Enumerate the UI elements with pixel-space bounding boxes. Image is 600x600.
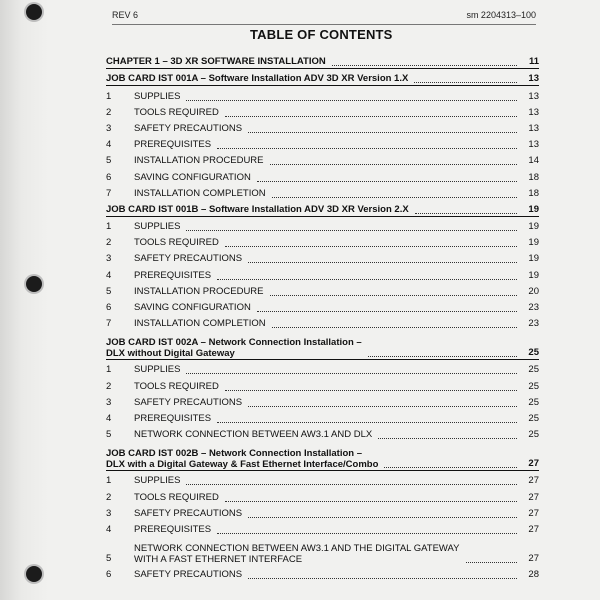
toc-entry-number: 7 <box>106 318 112 330</box>
toc-entry-title: PREREQUISITES <box>134 139 212 151</box>
toc-page-number: 13 <box>528 73 539 85</box>
leader-dots <box>186 373 517 374</box>
toc-entry <box>106 441 539 471</box>
binder-margin <box>0 0 48 600</box>
leader-dots <box>270 164 517 165</box>
toc-entry <box>106 298 539 314</box>
toc-page-number: 28 <box>528 569 539 581</box>
toc-page-number: 19 <box>528 237 539 249</box>
toc-entry <box>106 217 539 233</box>
leader-dots <box>257 181 517 182</box>
leader-dots <box>248 406 517 407</box>
toc-entry-title: PREREQUISITES <box>134 523 212 535</box>
toc-entry-number: 5 <box>106 429 112 441</box>
leader-dots <box>225 116 517 117</box>
toc-entry-title: SUPPLIES <box>134 364 181 376</box>
toc-entry <box>106 52 539 69</box>
toc-page-number: 23 <box>528 302 539 313</box>
chapter-title: CHAPTER 1 – 3D XR SOFTWARE INSTALLATION <box>106 56 326 68</box>
toc-entry <box>106 536 539 565</box>
leader-dots <box>270 295 517 296</box>
toc-page-number: 25 <box>528 380 539 392</box>
leader-dots <box>248 578 517 579</box>
page-header <box>112 6 536 25</box>
toc-entry <box>106 565 539 581</box>
toc-entry-title: SAFETY PRECAUTIONS <box>134 253 243 265</box>
leader-dots <box>217 422 517 423</box>
leader-dots <box>186 484 517 485</box>
binder-hole-icon <box>26 4 42 20</box>
toc-entry <box>106 425 539 441</box>
toc-page-number: 14 <box>528 155 539 167</box>
toc-entry <box>106 69 539 86</box>
leader-dots <box>272 327 517 328</box>
toc-entry-number: 1 <box>106 90 112 102</box>
toc-page-number: 25 <box>528 347 539 359</box>
leader-dots <box>414 82 517 83</box>
toc-page-number: 27 <box>528 523 539 535</box>
toc-entry <box>106 103 539 119</box>
toc-entry <box>106 86 539 102</box>
toc-page-number: 25 <box>528 364 539 376</box>
toc-page-number: 27 <box>528 507 539 519</box>
toc-entry-number: 3 <box>106 122 112 134</box>
toc-page-number: 19 <box>528 253 539 265</box>
toc-entry-number: 1 <box>106 364 112 376</box>
toc-entry-number: 1 <box>106 221 112 233</box>
toc-entry <box>106 119 539 135</box>
toc-entry-number: 5 <box>106 552 112 564</box>
toc-page-number: 27 <box>528 552 539 564</box>
toc-page-number: 20 <box>528 285 539 297</box>
toc-entry-number: 2 <box>106 237 112 249</box>
toc-entry <box>106 409 539 425</box>
toc-entry-line: NETWORK CONNECTION BETWEEN AW3.1 AND THE DIGITAL GATEWAY <box>134 542 460 554</box>
binder-hole-icon <box>26 566 42 582</box>
toc-entry-title: PREREQUISITES <box>134 412 212 424</box>
leader-dots <box>186 230 517 231</box>
toc-entry <box>106 330 539 360</box>
toc-page-number: 23 <box>528 318 539 330</box>
toc-entry-title: INSTALLATION PROCEDURE <box>134 285 264 297</box>
toc-page-number: 25 <box>528 429 539 441</box>
toc-page-number: 25 <box>528 412 539 424</box>
toc-entry-number: 6 <box>106 171 112 183</box>
leader-dots <box>257 311 517 312</box>
toc-entry-title: SAFETY PRECAUTIONS <box>134 122 243 134</box>
toc-entry <box>106 376 539 392</box>
leader-dots <box>186 100 517 101</box>
toc-entry-number: 1 <box>106 475 112 487</box>
toc-entry-number: 2 <box>106 380 112 392</box>
toc-entry-number: 4 <box>106 269 112 281</box>
toc-entry-title: TOOLS REQUIRED <box>134 106 219 118</box>
binder-hole-icon <box>26 276 42 292</box>
leader-dots <box>217 148 517 149</box>
toc-page-number: 27 <box>528 475 539 487</box>
toc-entry-number: 4 <box>106 139 112 151</box>
toc-entry-number: 4 <box>106 523 112 535</box>
toc-page-number: 18 <box>528 171 539 183</box>
toc-entry <box>106 520 539 536</box>
toc-entry-title: NETWORK CONNECTION BETWEEN AW3.1 AND DLX <box>134 429 373 441</box>
toc-entry-number: 4 <box>106 412 112 424</box>
leader-dots <box>384 467 517 468</box>
toc-entry-line: WITH A FAST ETHERNET INTERFACE <box>134 553 303 565</box>
toc-page-number: 25 <box>528 396 539 408</box>
job-card-title: JOB CARD IST 001B – Software Installation ADV 3D XR Version 2.X <box>106 203 409 215</box>
toc-entry-number: 5 <box>106 155 112 167</box>
leader-dots <box>415 213 517 214</box>
toc-page-number: 27 <box>528 458 539 470</box>
job-card-title <box>106 448 378 470</box>
toc-page-number: 19 <box>528 269 539 281</box>
toc-entry-title: TOOLS REQUIRED <box>134 237 219 249</box>
toc-entry-title: PREREQUISITES <box>134 269 212 281</box>
toc-entry <box>106 282 539 298</box>
toc-entry-title: SAFETY PRECAUTIONS <box>134 396 243 408</box>
toc-entry <box>106 135 539 151</box>
toc-entry-line: DLX without Digital Gateway <box>106 348 235 360</box>
leader-dots <box>248 262 517 263</box>
toc-entry-title: SAVING CONFIGURATION <box>134 171 251 183</box>
toc-entry-number: 3 <box>106 396 112 408</box>
toc-entry-number: 2 <box>106 491 112 503</box>
toc-entry-number: 3 <box>106 507 112 519</box>
toc-entry-title: INSTALLATION COMPLETION <box>134 187 266 199</box>
toc-entry-title: INSTALLATION PROCEDURE <box>134 155 264 167</box>
toc-entry <box>106 314 539 330</box>
toc-entry-title: SUPPLIES <box>134 475 181 487</box>
toc-page-number: 13 <box>528 122 539 134</box>
toc-page-number: 11 <box>528 56 539 68</box>
leader-dots <box>248 132 517 133</box>
toc-entry <box>106 249 539 265</box>
toc-entry-number: 6 <box>106 302 112 313</box>
toc-entry <box>106 360 539 376</box>
job-card-title <box>106 337 362 359</box>
toc-entry <box>106 504 539 520</box>
toc-entry-title: SAFETY PRECAUTIONS <box>134 507 243 519</box>
leader-dots <box>225 390 517 391</box>
toc-entry-title: TOOLS REQUIRED <box>134 380 219 392</box>
document-number: sm 2204313–100 <box>466 10 536 20</box>
leader-dots <box>332 65 517 66</box>
toc-entry-number: 5 <box>106 285 112 297</box>
leader-dots <box>225 246 517 247</box>
toc-page-number: 18 <box>528 187 539 199</box>
toc-page-number: 19 <box>528 221 539 233</box>
toc-page-number: 19 <box>528 203 539 215</box>
toc-entry <box>106 393 539 409</box>
toc-entry-title: SUPPLIES <box>134 90 181 102</box>
leader-dots <box>217 533 517 534</box>
toc-entry-number: 2 <box>106 106 112 118</box>
leader-dots <box>248 517 517 518</box>
toc-entry-title: SAVING CONFIGURATION <box>134 302 251 313</box>
toc-entry <box>106 471 539 487</box>
toc-page-number: 13 <box>528 90 539 102</box>
toc-page-number: 13 <box>528 139 539 151</box>
toc-entry <box>106 167 539 183</box>
toc-entry-title: INSTALLATION COMPLETION <box>134 318 266 330</box>
toc-entry-title: SAFETY PRECAUTIONS <box>134 569 243 581</box>
toc-entry-title: TOOLS REQUIRED <box>134 491 219 503</box>
table-of-contents <box>106 52 539 581</box>
toc-entry-number: 7 <box>106 187 112 199</box>
toc-page-number: 13 <box>528 106 539 118</box>
toc-entry-line: JOB CARD IST 002B – Network Connection Installation – <box>106 448 363 460</box>
leader-dots <box>225 501 517 502</box>
job-card-title: JOB CARD IST 001A – Software Installation ADV 3D XR Version 1.X <box>106 73 409 85</box>
toc-entry-line: JOB CARD IST 002A – Network Connection Installation – <box>106 337 362 349</box>
leader-dots <box>466 562 518 563</box>
toc-entry-number: 3 <box>106 253 112 265</box>
toc-entry <box>106 487 539 503</box>
toc-entry-title: SUPPLIES <box>134 221 181 233</box>
leader-dots <box>272 197 517 198</box>
leader-dots <box>368 356 517 357</box>
toc-entry <box>106 265 539 281</box>
leader-dots <box>217 279 517 280</box>
toc-entry <box>106 184 539 200</box>
toc-entry <box>106 233 539 249</box>
toc-page-number: 27 <box>528 491 539 503</box>
toc-entry-title <box>134 543 460 565</box>
toc-entry <box>106 200 539 217</box>
toc-entry-number: 6 <box>106 569 112 581</box>
toc-entry-line: DLX with a Digital Gateway & Fast Ethernet Interface/Combo <box>106 459 379 471</box>
toc-entry <box>106 151 539 167</box>
page-title: TABLE OF CONTENTS <box>250 27 393 42</box>
revision-label: REV 6 <box>112 10 139 20</box>
leader-dots <box>378 438 517 439</box>
